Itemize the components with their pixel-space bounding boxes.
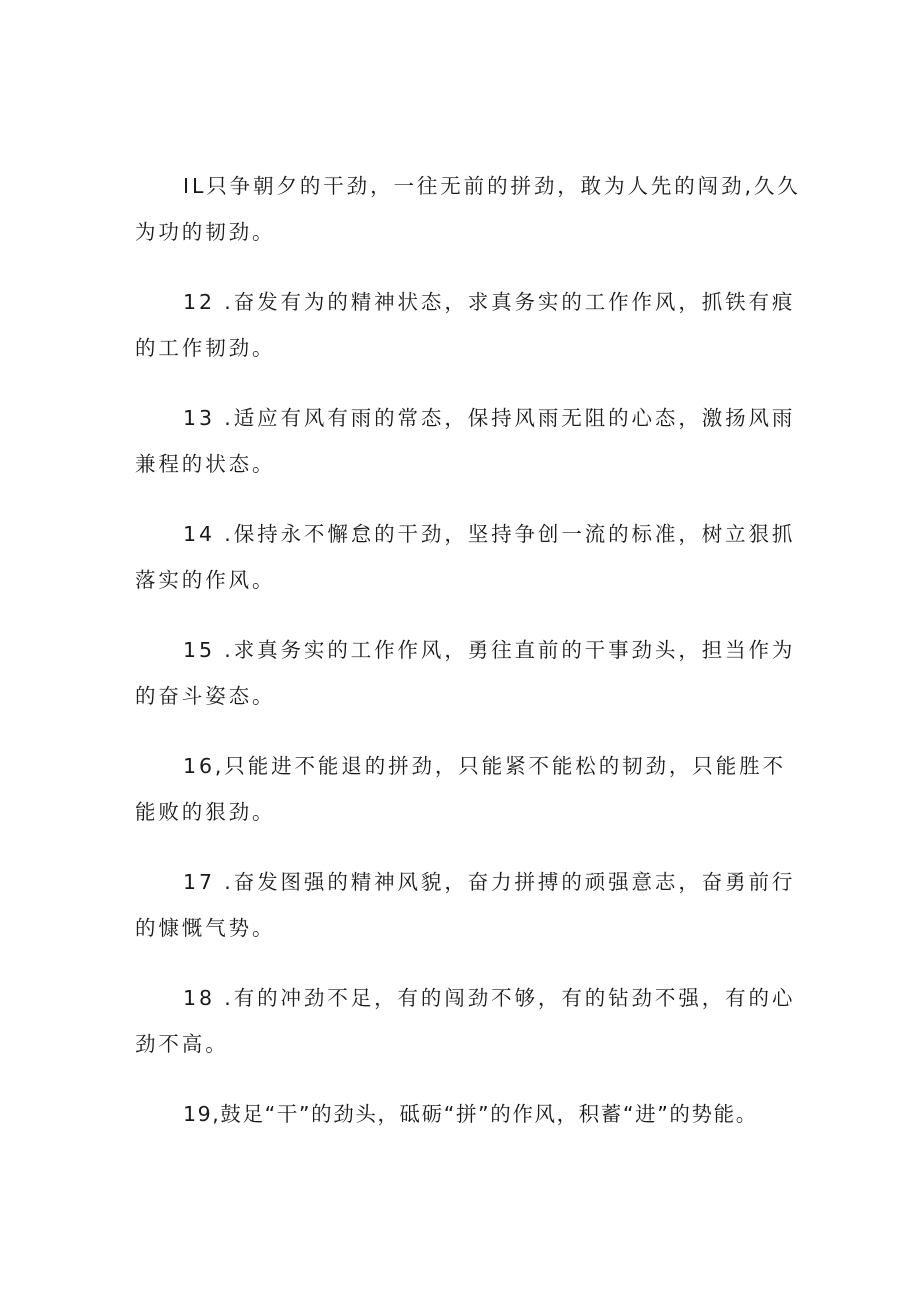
paragraph-12: 12 .奋发有为的精神状态，求真务实的工作作风，抓铁有痕的工作韧劲。 xyxy=(135,290,796,360)
paragraph-16: 16,只能进不能退的拼劲，只能紧不能松的韧劲，只能胜不能败的狠劲。 xyxy=(135,754,786,824)
paragraph-19: 19,鼓足“干”的劲头，砥砺“拼”的作风，积蓄“进”的势能。 xyxy=(183,1102,758,1126)
paragraph-18: 18 .有的冲劲不足，有的闯劲不够，有的钻劲不强，有的心劲不高。 xyxy=(135,986,796,1056)
paragraph-17: 17 .奋发图强的精神风貌，奋力拼搏的顽强意志，奋勇前行的慷慨气势。 xyxy=(135,870,796,940)
paragraph-15: 15 .求真务实的工作作风，勇往直前的干事劲头，担当作为的奋斗姿态。 xyxy=(135,638,796,708)
paragraph-11: IL只争朝夕的干劲，一往无前的拼劲，敢为人先的闯劲,久久为功的韧劲。 xyxy=(135,174,801,244)
paragraph-14: 14 .保持永不懈怠的干劲，坚持争创一流的标准，树立狠抓落实的作风。 xyxy=(135,522,796,592)
paragraph-13: 13 .适应有风有雨的常态，保持风雨无阻的心态，激扬风雨兼程的状态。 xyxy=(135,406,796,476)
document-body xyxy=(135,163,805,1161)
